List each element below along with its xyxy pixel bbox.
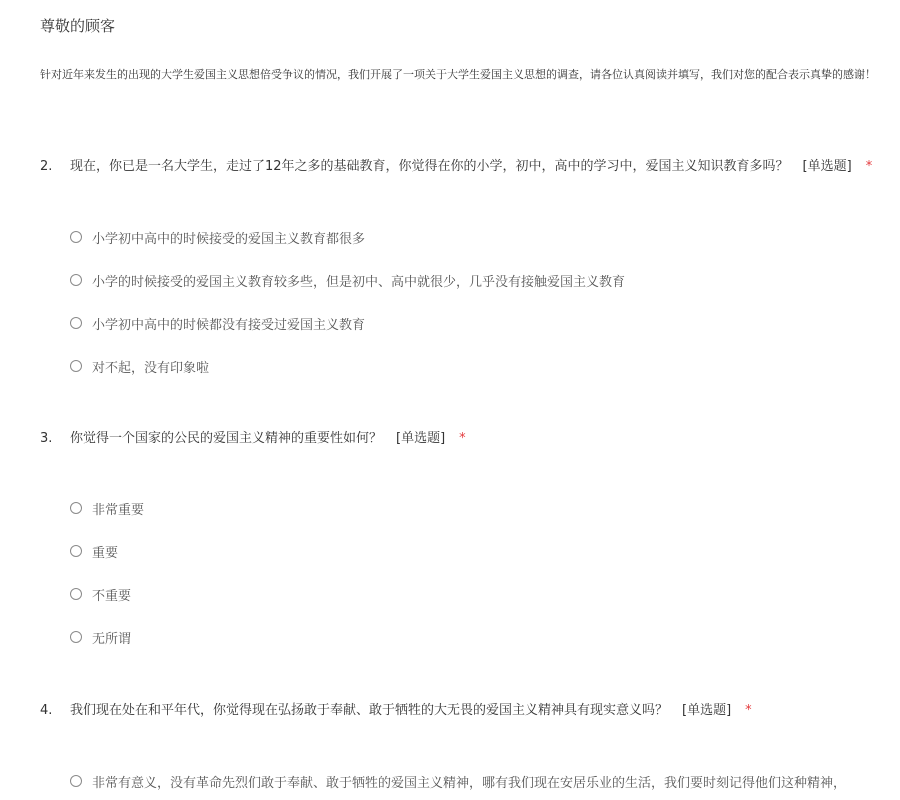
question-text: 现在，你已是一名大学生，走过了12年之多的基础教育，你觉得在你的小学，初中，高中的学习中，爱国主义知识教育多吗？ <box>70 159 789 174</box>
q3-option-4[interactable] <box>70 627 900 647</box>
option-label: 对不起，没有印象啦 <box>92 360 210 376</box>
question-2-title <box>40 157 900 177</box>
question-number: 3. <box>40 431 53 446</box>
q2-option-3[interactable] <box>70 313 900 333</box>
q2-option-2[interactable] <box>70 270 900 290</box>
survey-intro: 针对近年来发生的出现的大学生爱国主义思想倍受争议的情况，我们开展了一项关于大学生爱国主义思想的调查，请各位认真阅读并填写，我们对您的配合表示真挚的感谢！ <box>40 68 876 81</box>
option-label: 不重要 <box>92 588 132 604</box>
question-number: 4. <box>40 703 53 718</box>
radio-button[interactable] <box>70 231 82 243</box>
radio-button[interactable] <box>70 775 82 787</box>
required-marker: * <box>865 159 873 174</box>
radio-button[interactable] <box>70 360 82 372</box>
option-label: 重要 <box>92 545 119 561</box>
question-type-badge: [单选题] <box>396 431 446 446</box>
required-marker: * <box>459 431 466 446</box>
q4-option-1[interactable] <box>70 771 900 791</box>
radio-button[interactable] <box>70 631 82 643</box>
option-label: 无所谓 <box>92 631 132 647</box>
question-text: 你觉得一个国家的公民的爱国主义精神的重要性如何？ <box>70 431 383 446</box>
option-label: 非常重要 <box>92 502 145 518</box>
q3-option-2[interactable] <box>70 541 900 561</box>
question-number: 2. <box>40 159 53 174</box>
option-label: 小学初中高中的时候都没有接受过爱国主义教育 <box>92 317 366 333</box>
option-label: 小学的时候接受的爱国主义教育较多些，但是初中、高中就很少，几乎没有接触爱国主义教育 <box>92 274 626 290</box>
q2-option-1[interactable] <box>70 227 900 247</box>
option-label: 非常有意义，没有革命先烈们敢于奉献、敢于牺牲的爱国主义精神，哪有我们现在安居乐业的生活，我们要时刻记得他们这种精神， <box>92 775 847 791</box>
radio-button[interactable] <box>70 545 82 557</box>
q2-option-4[interactable] <box>70 356 900 376</box>
q3-option-3[interactable] <box>70 584 900 604</box>
required-marker: * <box>745 703 752 718</box>
question-type-badge: [单选题] <box>682 703 732 718</box>
question-type-badge: [单选题] <box>802 159 852 174</box>
q3-option-1[interactable] <box>70 498 900 518</box>
radio-button[interactable] <box>70 502 82 514</box>
radio-button[interactable] <box>70 588 82 600</box>
radio-button[interactable] <box>70 274 82 286</box>
radio-button[interactable] <box>70 317 82 329</box>
option-label: 小学初中高中的时候接受的爱国主义教育都很多 <box>92 231 366 247</box>
survey-title: 尊敬的顾客 <box>40 17 116 35</box>
question-text: 我们现在处在和平年代，你觉得现在弘扬敢于奉献、敢于牺牲的大无畏的爱国主义精神具有现实意义吗？ <box>70 703 669 718</box>
question-4-title <box>40 701 900 721</box>
question-3-title <box>40 429 900 449</box>
